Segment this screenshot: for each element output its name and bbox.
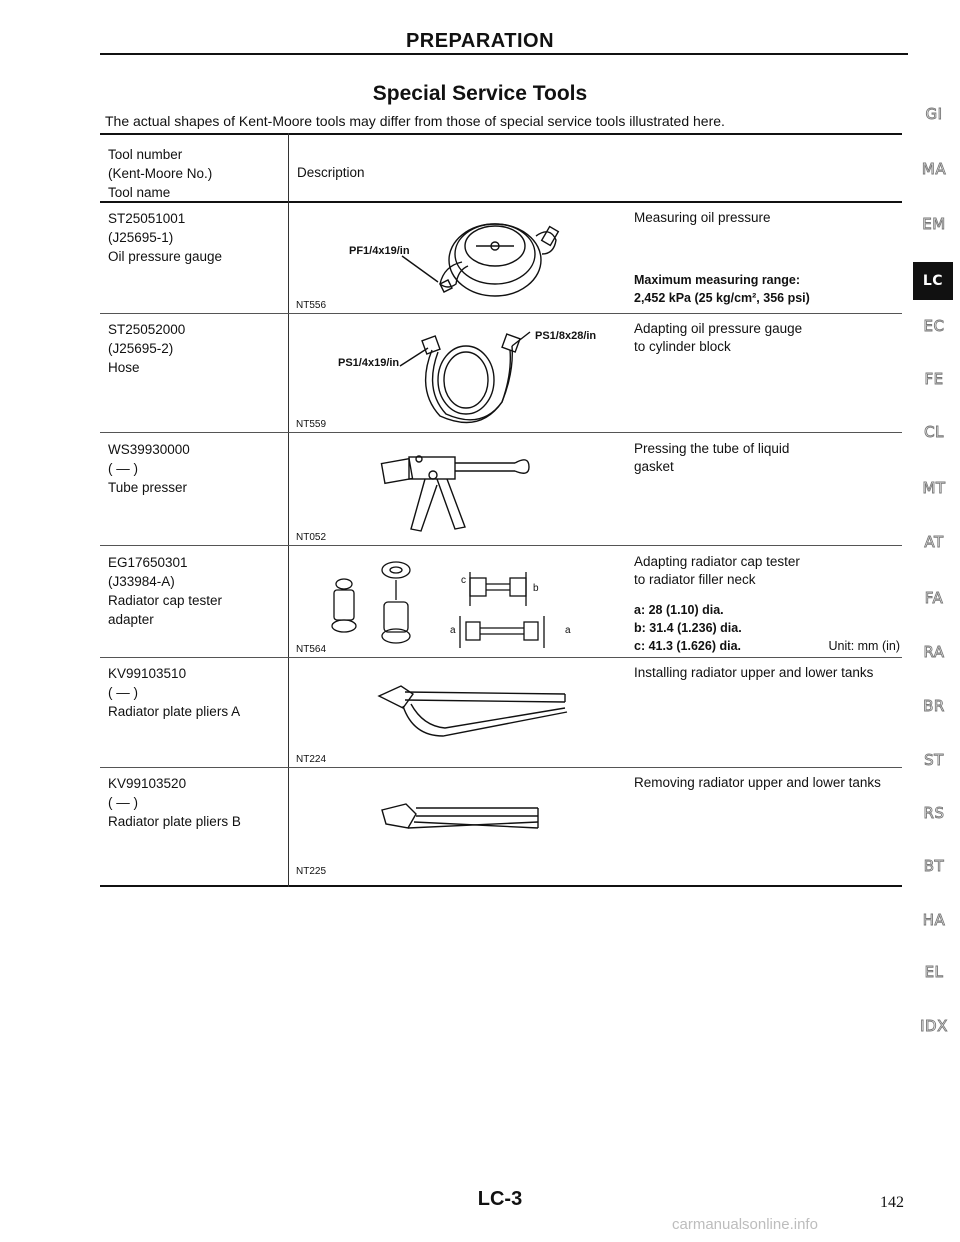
description-text: Removing radiator upper and lower tanks <box>634 775 881 790</box>
cap-tester-adapter-icon <box>320 556 560 652</box>
description-text: Installing radiator upper and lower tanks <box>634 665 874 680</box>
fitting-label: PS1/4x19/in <box>338 357 400 369</box>
description-text: to radiator filler neck <box>634 572 756 587</box>
tool-number: ST25052000 <box>108 322 186 337</box>
dimension-c-text: c: 41.3 (1.626) dia. <box>634 639 742 653</box>
tool-number: EG17650301 <box>108 555 188 570</box>
plate-pliers-b-icon <box>378 800 548 840</box>
section-tab-idx[interactable]: IDX <box>920 1017 948 1035</box>
kent-moore-number: ( — ) <box>108 461 138 476</box>
illustration-code: NT052 <box>296 532 327 543</box>
tool-name: Oil pressure gauge <box>108 249 223 264</box>
plate-pliers-a-icon <box>375 682 575 742</box>
illustration-code: NT559 <box>296 419 327 430</box>
kent-moore-number: ( — ) <box>108 795 138 810</box>
unit-label: Unit: mm (in) <box>828 639 900 653</box>
tool-number: KV99103520 <box>108 776 187 791</box>
dimension-letter-a: a <box>565 625 571 636</box>
spec-value: 2,452 kPa (25 kg/cm², 356 psi) <box>634 291 810 305</box>
illustration-code: NT224 <box>296 754 327 765</box>
table-bottom-rule <box>100 885 902 887</box>
dimension-letter-c: c <box>461 575 466 586</box>
desc-cell-cap-tester-adapter <box>634 553 900 589</box>
section-tab-rs[interactable]: RS <box>923 804 945 822</box>
illustration-code: NT564 <box>296 644 327 655</box>
illustration-code: NT556 <box>296 300 327 311</box>
desc-cell-hose <box>634 320 900 356</box>
section-tab-cl[interactable]: CL <box>924 423 944 441</box>
tool-cell-plate-pliers-a <box>108 664 240 721</box>
kent-moore-number: (J33984-A) <box>108 574 175 589</box>
row-divider <box>100 767 902 768</box>
desc-cell-tube-presser <box>634 440 900 476</box>
tool-cell-tube-presser <box>108 440 190 497</box>
section-note: The actual shapes of Kent-Moore tools may differ from those of special service tools illustrated here. <box>105 113 725 129</box>
dimension-letter-b: b <box>533 583 539 594</box>
tool-cell-cap-tester-adapter <box>108 553 222 629</box>
dimension-b: b: 31.4 (1.236) dia. <box>634 621 742 635</box>
section-tab-lc-active[interactable]: LC <box>913 262 953 300</box>
illustration-code: NT225 <box>296 866 327 877</box>
spec-oil-pressure-gauge <box>634 271 900 307</box>
table-head-rule <box>100 201 902 203</box>
tool-cell-plate-pliers-b <box>108 774 241 831</box>
head-line: Tool number <box>108 147 183 162</box>
description-text: Measuring oil pressure <box>634 210 771 225</box>
kent-moore-number: (J25695-1) <box>108 230 174 245</box>
table-head-description: Description <box>297 165 365 180</box>
description-text: to cylinder block <box>634 339 731 354</box>
tool-name: Radiator cap tester <box>108 593 223 608</box>
hose-icon <box>380 318 550 428</box>
description-text: Pressing the tube of liquid <box>634 441 790 456</box>
section-tab-st[interactable]: ST <box>924 751 944 769</box>
row-divider <box>100 432 902 433</box>
table-top-rule <box>100 133 902 135</box>
section-tab-bt[interactable]: BT <box>923 857 945 875</box>
desc-cell-plate-pliers-a <box>634 664 900 682</box>
tool-cell-oil-pressure-gauge <box>108 209 222 266</box>
section-tab-gi[interactable]: GI <box>925 105 943 123</box>
tool-cell-hose <box>108 320 185 377</box>
spec-title: Maximum measuring range: <box>634 273 801 287</box>
tool-name: Radiator plate pliers A <box>108 704 241 719</box>
section-tab-ma[interactable]: MA <box>921 160 947 178</box>
row-divider <box>100 657 902 658</box>
description-text: Adapting oil pressure gauge <box>634 321 803 336</box>
section-tab-at[interactable]: AT <box>924 533 944 551</box>
page-code: LC-3 <box>477 1188 523 1210</box>
section-tab-mt[interactable]: MT <box>922 479 946 497</box>
page-number: 142 <box>880 1194 904 1211</box>
description-text: Adapting radiator cap tester <box>634 554 800 569</box>
row-divider <box>100 545 902 546</box>
kent-moore-number: ( — ) <box>108 685 138 700</box>
tool-number: WS39930000 <box>108 442 190 457</box>
dimension-letter-a: a <box>450 625 456 636</box>
tool-number: KV99103510 <box>108 666 187 681</box>
section-tab-br[interactable]: BR <box>923 697 945 715</box>
section-tab-fe[interactable]: FE <box>924 370 944 388</box>
tool-name: Radiator plate pliers B <box>108 814 241 829</box>
dimension-c <box>634 637 900 655</box>
tool-name-continued: adapter <box>108 612 154 627</box>
head-line: Tool name <box>108 185 171 200</box>
dimension-a: a: 28 (1.10) dia. <box>634 603 724 617</box>
tool-number: ST25051001 <box>108 211 186 226</box>
table-head-tool <box>108 145 212 202</box>
section-tab-ec[interactable]: EC <box>923 317 945 335</box>
head-line: (Kent-Moore No.) <box>108 166 213 181</box>
section-title: Special Service Tools <box>372 82 588 105</box>
desc-cell-plate-pliers-b <box>634 774 900 792</box>
page-header-title: PREPARATION <box>405 30 555 52</box>
tool-name: Tube presser <box>108 480 188 495</box>
tube-presser-icon <box>375 445 575 540</box>
section-tab-em[interactable]: EM <box>922 215 946 233</box>
desc-cell-oil-pressure-gauge <box>634 209 900 227</box>
header-rule <box>100 53 908 55</box>
tool-name: Hose <box>108 360 140 375</box>
oil-pressure-gauge-icon <box>380 212 580 304</box>
fitting-label: PF1/4x19/in <box>349 245 410 257</box>
watermark-text: carmanualsonline.info <box>672 1216 818 1233</box>
row-divider <box>100 313 902 314</box>
section-tab-ra[interactable]: RA <box>923 643 945 661</box>
table-column-divider <box>288 133 289 887</box>
section-tab-ha[interactable]: HA <box>922 911 946 929</box>
section-tab-fa[interactable]: FA <box>924 589 944 607</box>
kent-moore-number: (J25695-2) <box>108 341 174 356</box>
section-tab-el[interactable]: EL <box>924 963 944 981</box>
fitting-label: PS1/8x28/in <box>535 330 597 342</box>
description-text: gasket <box>634 459 674 474</box>
dimensions-cap-tester-adapter <box>634 601 900 655</box>
